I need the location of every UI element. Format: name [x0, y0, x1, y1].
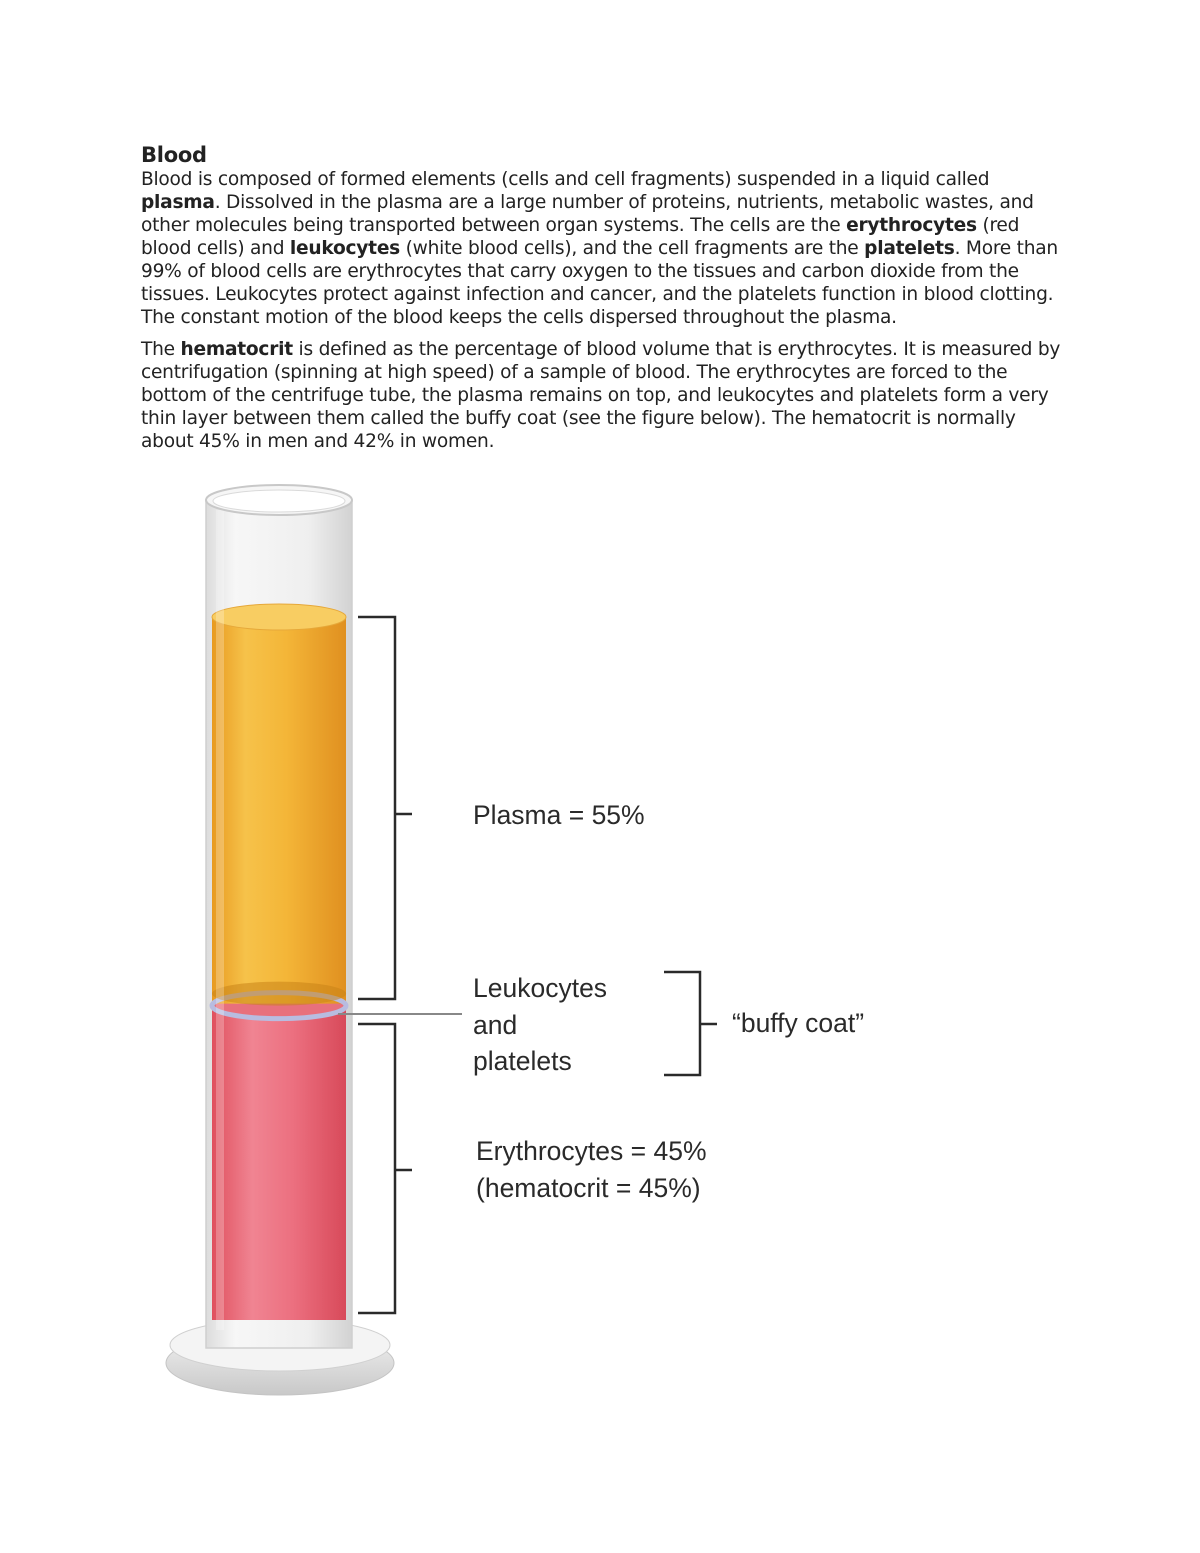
plasma-layer — [212, 617, 346, 1004]
erythrocytes-bracket — [358, 1024, 412, 1313]
erythrocytes-layer — [212, 1004, 346, 1320]
tube-highlight — [216, 510, 224, 1330]
para2-text-1: The — [141, 339, 181, 360]
centrifuge-tube-figure — [0, 480, 1200, 1410]
leukocytes-label-line3: platelets — [473, 1046, 572, 1076]
plasma-bottom-shade — [212, 982, 346, 1006]
plasma-surface — [212, 604, 346, 630]
plasma-label: Plasma = 55% — [473, 800, 645, 830]
document-body — [141, 142, 1061, 453]
heading: Blood — [141, 143, 207, 167]
para1-text-5: . More than 99% of blood cells are erythrocytes that carry oxygen to the tissues and carbon dioxide from the tissues. Leukocytes protect against infection and cancer, and the platelets function in blood clotting. The constant motion of the blood keeps the cells dispersed throughout the plasma. — [141, 238, 1058, 328]
para1-text-2: . Dissolved in the plasma are a large number of proteins, nutrients, metabolic wastes, and other molecules being transported between organ systems. The cells are the — [141, 192, 1034, 236]
term-hematocrit: hematocrit — [180, 339, 293, 360]
leukocytes-label-line1: Leukocytes — [473, 973, 608, 1003]
term-erythrocytes: erythrocytes — [846, 215, 977, 236]
buffy-bracket — [664, 972, 717, 1075]
term-leukocytes: leukocytes — [289, 238, 400, 259]
para2-text-2: is defined as the percentage of blood volume that is erythrocytes. It is measured by centrifugation (spinning at high speed) of a sample of blood. The erythrocytes are forced to the bottom of the centrifuge tube, the plasma remains on top, and leukocytes and platelets form a very thin layer between them called the buffy coat (see the figure below). The hematocrit is normally about 45% in men and 42% in women. — [141, 339, 1061, 452]
paragraph-blood-composition — [141, 168, 1061, 329]
para1-text-3: (red blood cells) and — [141, 215, 1020, 259]
para1-text-4: (white blood cells), and the cell fragments are the — [400, 238, 865, 259]
term-plasma: plasma — [141, 192, 215, 213]
erythrocytes-label-line2: (hematocrit = 45%) — [476, 1173, 701, 1203]
buffy-coat-label: “buffy coat” — [732, 1008, 865, 1038]
para1-text-1: Blood is composed of formed elements (cells and cell fragments) suspended in a liquid called — [141, 169, 990, 190]
plasma-bracket — [358, 617, 412, 999]
leukocytes-label-line2: and — [473, 1010, 518, 1040]
term-platelets: platelets — [864, 238, 955, 259]
paragraph-hematocrit — [141, 338, 1061, 453]
tube-rim-inner — [213, 490, 345, 512]
erythrocytes-label-line1: Erythrocytes = 45% — [476, 1136, 707, 1166]
